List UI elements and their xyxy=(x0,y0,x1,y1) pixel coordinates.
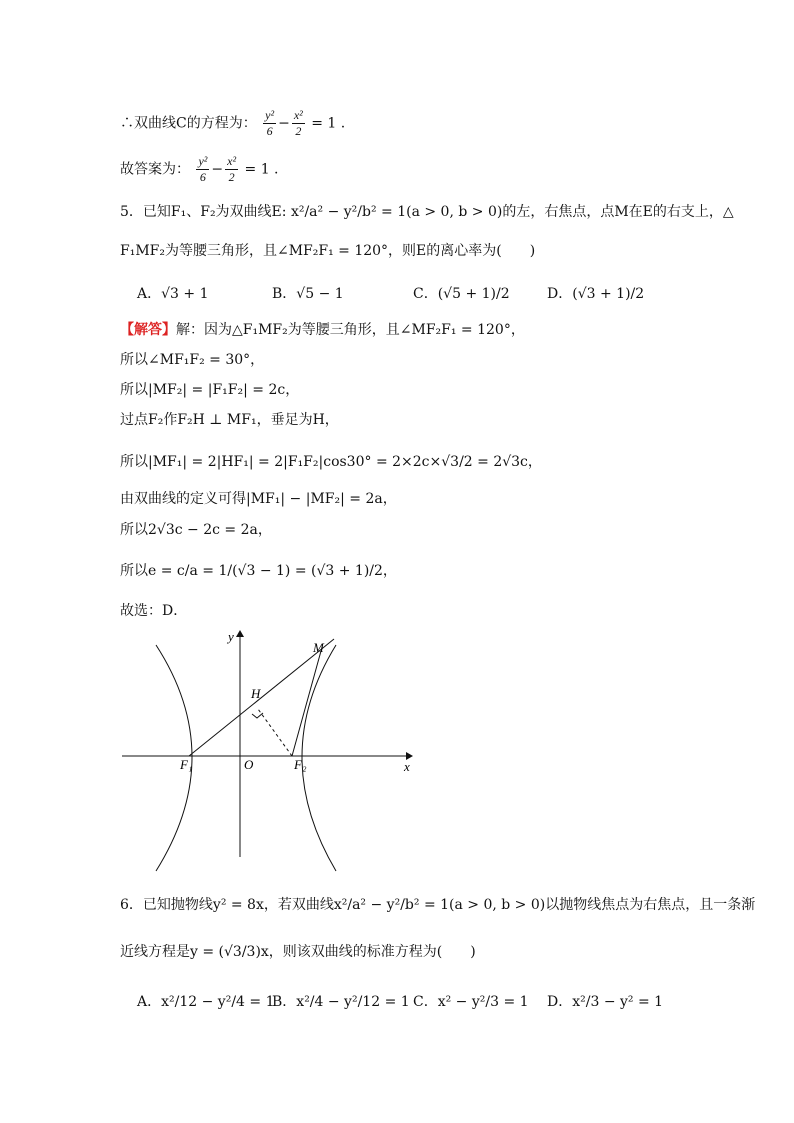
hyperbola-diagram xyxy=(118,625,418,875)
q6-option-d: D．x²/3 − y² = 1 xyxy=(547,994,664,1010)
q6-option-c: C．x² − y²/3 = 1 xyxy=(413,994,529,1010)
hyperbola-right-branch xyxy=(302,645,336,871)
label-m: M xyxy=(313,640,324,655)
q5-stem-1: 5．已知F₁、F₂为双曲线E: x²/a² − y²/b² = 1(a > 0, b > 0)的左，右焦点，点M在E的右支上，△ xyxy=(120,204,734,220)
label-f1: F₁ xyxy=(180,757,193,772)
line-mf1 xyxy=(189,639,334,756)
q6-stem-1: 6．已知抛物线y² = 8x，若双曲线x²/a² − y²/b² = 1(a > 0, b > 0)以抛物线焦点为右焦点，且一条渐 xyxy=(120,897,756,913)
label-y: y xyxy=(228,629,234,644)
right-angle-mark xyxy=(252,713,263,718)
fraction-y2-over-6: $\frac{\text{y²}}{6}$ xyxy=(265,108,275,138)
result-line-1: ∴双曲线C的方程为： $\frac{\text{y²}}{6}$ − $\frac{\text{x²}}{2}$ = 1 . xyxy=(120,108,346,138)
answer-line: 故答案为： $\frac{\text{y²}}{6}$ − $\frac{\text{x²}}{2}$ = 1 . xyxy=(120,154,279,184)
solution-line-6: 由双曲线的定义可得|MF₁| − |MF₂| = 2a， xyxy=(120,491,397,507)
q6-stem-2: 近线方程是y = (√3/3)x，则该双曲线的标准方程为( ) xyxy=(120,944,476,960)
q5-option-b: B．√5 − 1 xyxy=(272,286,344,302)
answer-line-prefix: 故答案为： xyxy=(120,161,190,178)
label-origin: O xyxy=(244,757,254,772)
solution-line-5: 所以|MF₁| = 2|HF₁| = 2|F₁F₂|cos30° = 2×2c×√3/2 = 2√3c， xyxy=(120,454,542,470)
solution-line-2: 所以∠MF₁F₂ = 30°， xyxy=(120,352,265,368)
solution-line-1: 【解答】解：因为△F₁MF₂为等腰三角形，且∠MF₂F₁ = 120°， xyxy=(120,322,525,338)
line-f2h xyxy=(258,709,292,756)
q6-option-a: A．x²/12 − y²/4 = 1 xyxy=(137,994,275,1010)
fraction-x2-over-2: $\frac{\text{x²}}{2}$ xyxy=(293,108,303,138)
solution-line-7: 所以2√3c − 2c = 2a， xyxy=(120,522,272,538)
fraction-y2-over-6-b: $\frac{\text{y²}}{6}$ xyxy=(198,154,208,184)
q6-option-b: B．x²/4 − y²/12 = 1 xyxy=(272,994,410,1010)
q5-option-c: C．(√5 + 1)/2 xyxy=(413,286,510,302)
result-line-1-prefix: ∴双曲线C的方程为： xyxy=(120,115,257,132)
fraction-x2-over-2-b: $\frac{\text{x²}}{2}$ xyxy=(227,154,237,184)
q5-option-d: D．(√3 + 1)/2 xyxy=(547,286,645,302)
solution-line-8: 所以e = c/a = 1/(√3 − 1) = (√3 + 1)/2， xyxy=(120,563,397,579)
label-h: H xyxy=(251,686,261,701)
q5-stem-2: F₁MF₂为等腰三角形，且∠MF₂F₁ = 120°，则E的离心率为( ) xyxy=(120,243,536,259)
solution-line-9: 故选：D． xyxy=(120,603,188,619)
q5-option-a: A．√3 + 1 xyxy=(137,286,209,302)
solution-line-3: 所以|MF₂| = |F₁F₂| = 2c， xyxy=(120,382,300,398)
solution-tag: 【解答】 xyxy=(120,322,176,338)
line-mf2 xyxy=(292,651,321,756)
label-x: x xyxy=(404,759,410,774)
label-f2: F₂ xyxy=(294,757,307,772)
solution-line-4: 过点F₂作F₂H ⊥ MF₁，垂足为H， xyxy=(120,412,339,428)
